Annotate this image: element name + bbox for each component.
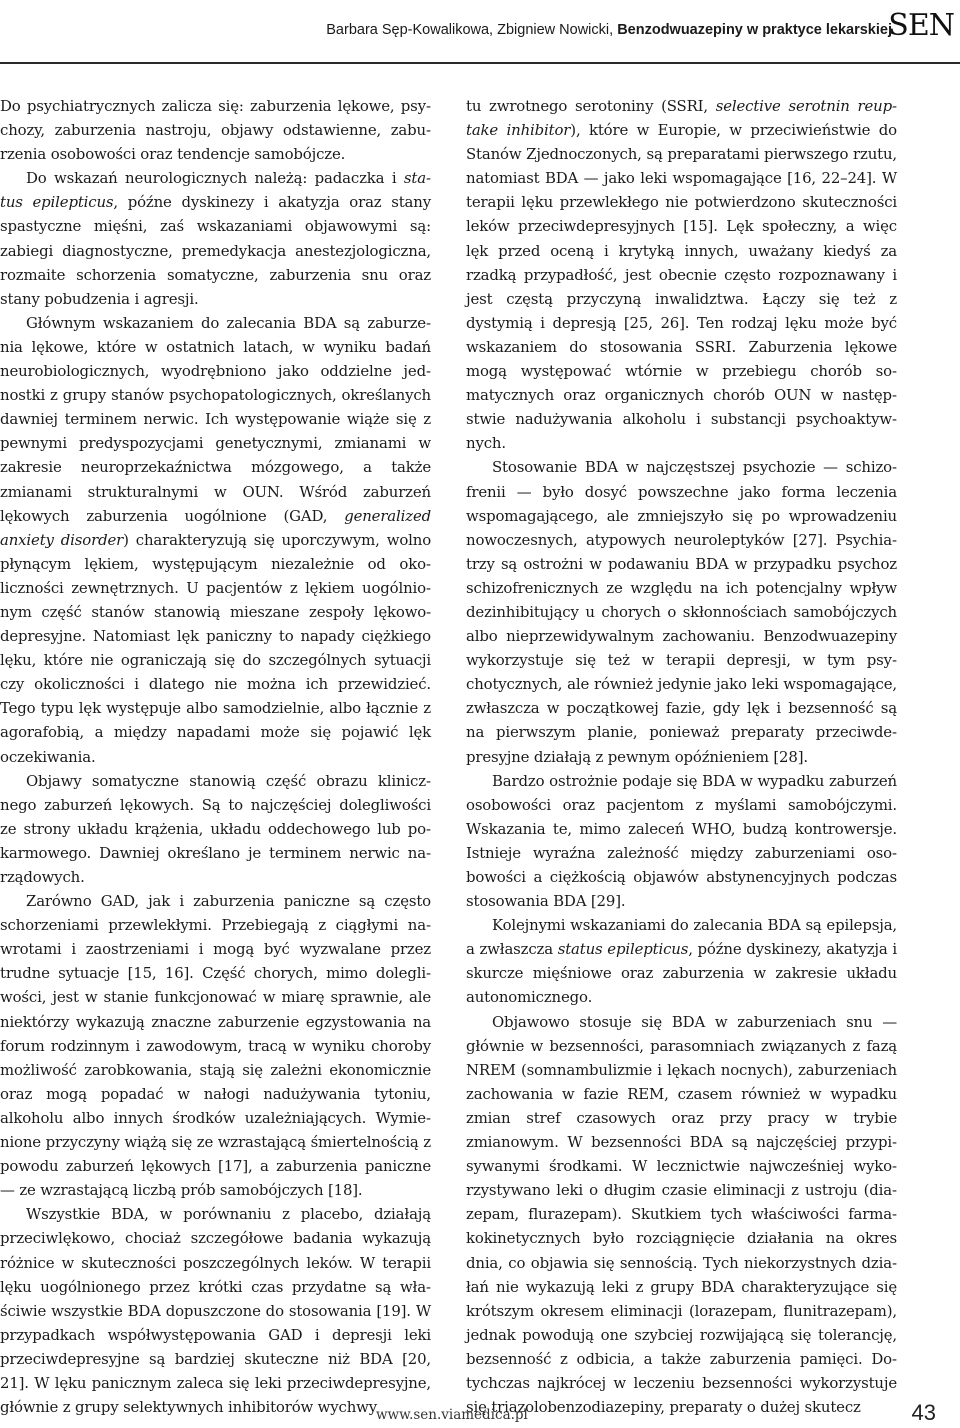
left-text-column <box>0 94 431 1419</box>
paragraph <box>466 913 897 1009</box>
italic-term: status epilepticus <box>0 169 431 212</box>
text-run: , późne dyskinezy i akatyzja oraz stany spastyczne mięśni, zaś wskazaniami objawowymi są: zabiegi diagnostyczne, premedykacja anestezjologiczna, rozmaite schorzenia somatyczne, zaburzenia snu oraz stany pobudzenia i agresji. <box>0 193 431 308</box>
text-run: , późne dyskinezy, akatyzja i skurcze mięśniowe oraz zaburzenia w zakresie układu autonomicznego. <box>466 940 897 1007</box>
paragraph <box>466 1010 897 1420</box>
text-run: Wszystkie BDA, w porównaniu z placebo, działają przeciwlękowo, chociaż szczegółowe badania wykazują różnice w skuteczności poszczególnych leków. W terapii lęku uogólnionego przez krótki czas przydatne są właściwie wszystkie BDA dopuszczone do stosowania [19]. W przypadkach współwystępowania GAD i depresji leki przeciwdepresyjne są bardziej skuteczne niż BDA [20, 21]. W lęku panicznym zaleca się leki przeciwdepresyjne, głównie z grupy selektywnych inhibitorów wychwy <box>0 1205 431 1417</box>
running-header <box>326 22 892 38</box>
footer-url: www.sen.viamedica.pl <box>376 1407 528 1423</box>
paragraph <box>466 769 897 914</box>
text-run: Głównym wskazaniem do zalecania BDA są zaburzenia lękowe, które w ostatnich latach, w wyniku badań neurobiologicznych, wyodrębniono jako oddzielne jednostki z grupy stanów psychopatologicznych, określanych dawniej terminem nerwic. Ich występowanie wiąże się z pewnymi predyspozycjami genetycznymi, zmianami w zakresie neuroprzekaźnictwa mózgowego, a także zmianami strukturalnymi w OUN. Wśród zaburzeń lękowych zaburzenia uogólnione (GAD, <box>0 313 431 525</box>
page-number: 43 <box>911 1400 936 1425</box>
paragraph <box>466 94 897 455</box>
journal-logo: SEN <box>888 8 954 43</box>
paragraph <box>0 94 431 166</box>
italic-term: status epilepticus <box>557 940 689 959</box>
header-authors: Barbara Sęp-Kowalikowa, Zbigniew Nowicki, <box>326 22 618 38</box>
text-run: tu zwrotnego serotoniny (SSRI, <box>466 97 716 115</box>
text-run: Zarówno GAD, jak i zaburzenia paniczne są często schorzeniami przewlekłymi. Przebiegają z ciągłymi nawrotami i zaostrzeniami i mogą być wyzwalane przez trudne sytuacje [15, 16]. Część chorych, mimo dolegliwości, jest w stanie funkcjonować w miarę sprawnie, ale niektórzy wykazują znaczne zaburzenie egzystowania na forum rodzinnym i zawodowym, tracą w wyniku choroby możliwość zarobkowania, stają się zależni ekonomicznie oraz mogą popadać w nałogi nadużywania tytoniu, alkoholu albo innych środków uzależniających. Wymienione przyczyny wiążą się ze wzrastającą śmiertelnością z powodu zaburzeń lękowych [17], a zaburzenia paniczne — ze wzrastającą liczbą prób samobójczych [18]. <box>0 892 431 1200</box>
italic-term: generalized anxiety disorder <box>0 506 431 549</box>
paragraph <box>0 311 431 769</box>
text-run: Do wskazań neurologicznych należą: padaczka i <box>26 169 404 188</box>
italic-term: selective serotnin reuptake inhibitor <box>466 97 897 140</box>
paragraph <box>466 455 897 768</box>
right-text-column <box>466 94 897 1419</box>
paragraph <box>0 166 431 311</box>
paragraph <box>0 769 431 889</box>
header-article-title: Benzodwuazepiny w praktyce lekarskiej <box>617 22 892 38</box>
text-run: Bardzo ostrożnie podaje się BDA w wypadku zaburzeń osobowości oraz pacjentom z myślami samobójczymi. Wskazania te, mimo zaleceń WHO, budzą kontrowersje. Istnieje wyraźna zależność między zaburzeniami osobowości a ciężkością objawów abstynencyjnych podczas stosowania BDA [29]. <box>466 771 897 911</box>
text-run: Objawowo stosuje się BDA w zaburzeniach snu — głównie w bezsenności, parasomniach związanych z fazą NREM (somnambulizmie i lękach nocnych), zaburzeniach zachowania w fazie REM, czasem również w wypadku zmian stref czasowych oraz przy pracy w trybie zmianowym. W bezsenności BDA są najczęściej przypisywanymi środkami. W lecznictwie najwcześniej wykorzystywano leki o długim czasie eliminacji z ustroju (diazepam, flurazepam). Skutkiem tych właściwości farmakokinetycznych było rozciągnięcie działania na okres dnia, co objawia się sennością. Tych niekorzystnych działań nie wykazują leki z grupy BDA charakteryzujące się krótszym okresem eliminacji (lorazepam, flunitrazepam), jednak powodują one szybciej rozwijającą się tolerancję, bezsenność z odbicia, a także zaburzenia pamięci. Dotychczas najkrócej w leczeniu bezsenności wykorzystuje się triazolobenzodiazepiny, preparaty o dużej skutecz <box>466 1012 897 1417</box>
text-run: ), które w Europie, w przeciwieństwie do Stanów Zjednoczonych, są preparatami pierwszego rzutu, natomiast BDA — jako leki wspomagające [16, 22–24]. W terapii lęku przewlekłego nie potwierdzono skuteczności leków przeciwdepresyjnych [15]. Lęk społeczny, a więc lęk przed oceną i krytyką innych, uważany kiedyś za rzadką przypadłość, jest obecnie często rozpoznawany i jest częstą przyczyną inwalidztwa. Łączy się też z dystymią i depresją [25, 26]. Ten rodzaj lęku może być wskazaniem do stosowania SSRI. Zaburzenia lękowe mogą występować wtórnie w przebiegu chorób somatycznych oraz organicznych chorób OUN w następstwie nadużywania alkoholu i substancji psychoaktywnych. <box>466 121 898 453</box>
paragraph <box>0 1202 431 1419</box>
text-run: Objawy somatyczne stanowią część obrazu klinicznego zaburzeń lękowych. Są to najczęściej dolegliwości ze strony układu krążenia, układu oddechowego lub pokarmowego. Dawniej określano je terminem nerwic narządowych. <box>0 771 431 886</box>
text-run: Kolejnymi wskazaniami do zalecania BDA są epilepsja, a zwłaszcza <box>466 916 897 959</box>
text-run: Stosowanie BDA w najczęstszej psychozie — schizofrenii — było dosyć powszechne jako forma leczenia wspomagającego, ale zmniejszyło się po wprowadzeniu nowoczesnych, atypowych neuroleptyków [27]. Psychiatrzy są ostrożni w podawaniu BDA w przypadku psychoz schizofrenicznych ze względu na ich potencjalny wpływ dezinhibitujący u chorych o skłonnościach samobójczych albo nieprzewidywalnym zachowaniu. Benzodwuazepiny wykorzystuje się też w terapii depresji, w tym psychotycznych, ale również jedynie jako leki wspomagające, zwłaszcza w początkowej fazie, gdy lęk i bezsenność są na pierwszym planie, ponieważ preparaty przeciwdepresyjne działają z pewnym opóźnieniem [28]. <box>466 458 897 766</box>
header-divider <box>0 62 960 64</box>
page-header <box>0 0 960 62</box>
text-run: ) charakteryzują się uporczywym, wolno płynącym lękiem, występującym niezależnie od okoliczności zewnętrznych. U pacjentów z lękiem uogólnionym część stanów stanowią mieszane zespoły lękowo-depresyjne. Natomiast lęk paniczny to napady ciężkiego lęku, które nie ograniczają się do szczególnych sytuacji czy okoliczności i dlatego nie można ich przewidzieć. Tego typu lęk występuje albo samodzielnie, albo łącznie z agorafobią, a między napadami może się pojawić lęk oczekiwania. <box>0 530 432 766</box>
paragraph <box>0 889 431 1202</box>
text-run: Do psychiatrycznych zalicza się: zaburzenia lękowe, psychozy, zaburzenia nastroju, objawy odstawienne, zaburzenia osobowości oraz tendencje samobójcze. <box>0 97 431 164</box>
